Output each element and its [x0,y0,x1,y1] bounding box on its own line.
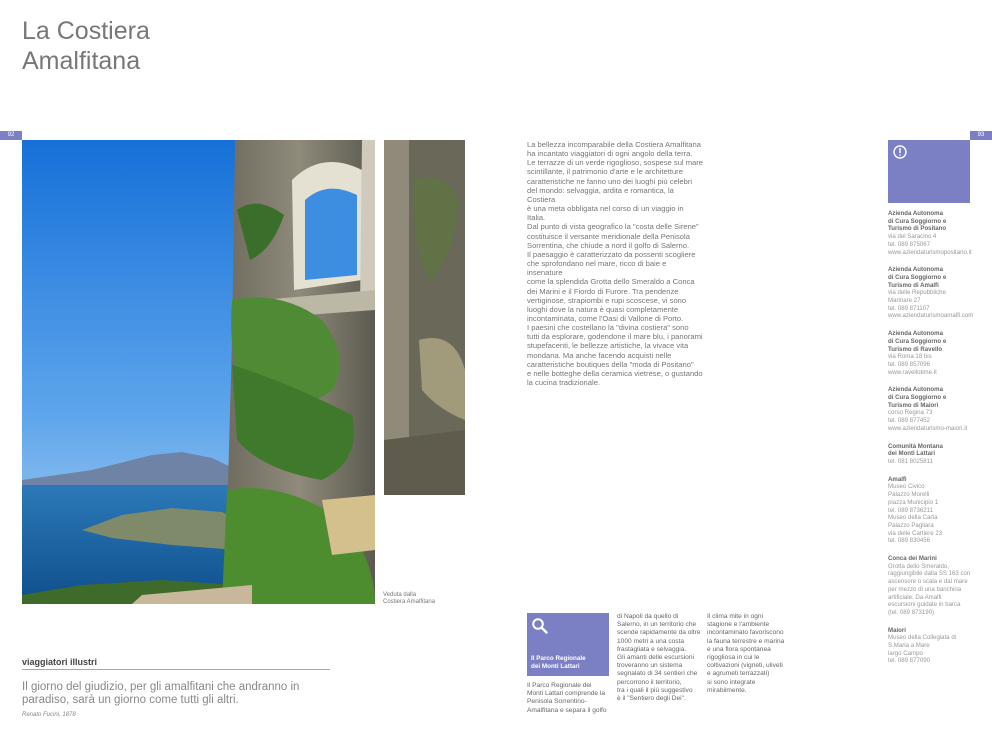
contact-line: (tel. 089 873190) [888,608,935,616]
amalfi-coast-photo [22,140,375,604]
contact-line: artificiale. Da Amalfi [888,593,942,601]
photo-caption [383,592,463,606]
contacts-list [888,210,983,675]
contact-name: Comunità Montana dei Monti Lattari [888,442,943,458]
contact-entry [888,627,983,666]
contact-entry [888,386,983,432]
section-rule [22,669,330,670]
section-heading: viaggiatori illustri [22,657,98,667]
contact-line: via delle Cartiere 23 [888,529,943,537]
contact-entry [888,476,983,545]
contact-line: S.Maria a Mare [888,642,930,650]
contact-name: Amalfi [888,475,907,483]
contact-line: Palazzo Morelli [888,491,930,499]
contact-line: Museo Civico [888,483,925,491]
amalfi-coast-illustration [22,140,375,604]
contact-line: Museo della Carta [888,514,938,522]
contact-line: Marinare 27 [888,297,921,305]
contact-name: Azienda Autonoma di Cura Soggiorno e Turismo di Positano [888,210,947,233]
contact-line: Museo della Collegiata di [888,634,957,642]
contact-name: Azienda Autonoma di Cura Soggiorno e Turismo di Maiori [888,386,947,409]
body-text: La bellezza incomparabile della Costiera Amalfitana ha incantato viaggiatori di ogni angolo della terra. Le terrazze di un verde rigoglioso, sospese sul mare scintillante, il patrimonio d'arte e le architetture caratteristiche ne fanno uno dei luoghi più celebri del mondo: selvaggia, ardita e romantica, la Costiera è una meta obbligata nel corso di un viaggio in Italia. Dal punto di vista geografico la "costa delle Sirene" costituisce il versante meridionale della Penisola Sorrentina, che chiude a nord il golfo di Salerno. Il paesaggio è caratterizzato da possenti scogliere che sprofondano nel mare, ricco di baie e insenature come la splendida Grotta dello Smeraldo a Conca dei Marini e il Fiordo di Furore. Tra pendenze vertiginose, strapiombi e rupi scoscese, vi sono luoghi dove la natura è quasi completamente incontaminata, come l'Oasi di Vallone di Porto. I paesini che costellano la "divina costiera" sono tutti da esplorare, godendone il mare blu, i panorami stupefacenti, le bellezze artistiche, la vivace vita mondana. Ma anche facendo acquisti nelle caratteristiche boutiques della "moda di Positano" e nelle botteghe della ceramica vietrese, o gustando la cucina tradizionale. [527,140,704,388]
contact-line: raggiungibile dalla SS 163 con [888,570,971,578]
contact-line: corso Regina 73 [888,409,933,417]
contact-name: Conca dei Marini [888,555,937,563]
contact-line: www.aziendaturismo-maiori.it [888,424,968,432]
contact-entry [888,555,983,617]
park-column-2: di Napoli da quello di Salerno, in un territorio che scende rapidamente da oltre 1000 metri a una costa frastagliata e selvaggia. Gli amanti delle escursioni troveranno un sistema segnalato di 34 sentieri che percorrono il territorio, tra i quali il più suggestivo è il "Sentiero degli Dei". [617,613,701,703]
stone-wall-illustration [384,140,465,495]
contact-line: via delle Repubbliche [888,289,946,297]
contact-line: escursioni guidate in barca [888,601,961,609]
contact-line: tel. 081 8025811 [888,457,933,465]
stone-wall-photo [384,140,465,495]
contact-name: Maiori [888,626,906,634]
caption-line-1: Veduta dalla [383,592,417,598]
info-icon [892,144,908,160]
contact-line: largo Campo [888,649,923,657]
contact-line: ascensore o scala e dal mare [888,578,968,586]
park-title: Il Parco Regionale dei Monti Lattari [531,655,586,670]
contact-line: per mezzo di una banchina [888,585,962,593]
contact-line: Grotta dello Smeraldo, [888,562,949,570]
info-box [888,140,970,203]
magnifier-icon [531,617,549,635]
contact-line: via Roma 18 bis [888,353,932,361]
quote-author: Renato Fucini, 1878 [22,712,76,718]
title-line-2: Amalfitana [22,47,141,75]
contact-line: Palazzo Pagliara [888,521,934,529]
contact-entry [888,210,983,256]
park-column-3: Il clima mite in ogni stagione e l'ambiente incontaminato favoriscono la fauna terrestre e marina e una flora spontanea rigogliosa in cui le coltivazioni (vigneti, uliveti e agrumeti terrazzati) si sono integrate mirabilmente. [707,613,785,694]
page-title [22,16,150,76]
contact-line: tel. 089 857096 [888,360,931,368]
contact-entry [888,443,983,466]
page-number-right: 93 [970,131,992,140]
contact-line: www.ravellotime.it [888,368,937,376]
contact-line: via del Saracino 4 [888,233,937,241]
contact-line: tel. 089 875067 [888,240,931,248]
caption-line-2: Costiera Amalfitana [383,599,436,605]
page-number-left: 92 [0,131,22,140]
contact-line: www.aziendaturismopositano.it [888,248,972,256]
contact-entry [888,330,983,376]
contact-line: tel. 089 8736211 [888,506,933,514]
contact-line: tel. 089 871107 [888,304,930,312]
park-column-1: Il Parco Regionale dei Monti Lattari comprende la Penisola Sorrentino- Amalfitana e separa il golfo [527,682,607,714]
contact-entry [888,266,983,320]
contact-line: www.aziendaturismoamalfi.com [888,312,974,320]
contact-line: tel. 089 877090 [888,657,931,665]
title-line-1: La Costiera [22,17,150,45]
contact-line: tel. 089 830456 [888,537,931,545]
quote-text: Il giorno del giudizio, per gli amalfitani che andranno in paradiso, sarà un giorno come tutti gli altri. [22,681,300,706]
contact-name: Azienda Autonoma di Cura Soggiorno e Turismo di Ravello [888,330,947,353]
contact-line: tel. 089 877452 [888,417,931,425]
contact-name: Azienda Autonoma di Cura Soggiorno e Turismo di Amalfi [888,266,947,289]
contact-line: piazza Municipio 1 [888,498,939,506]
